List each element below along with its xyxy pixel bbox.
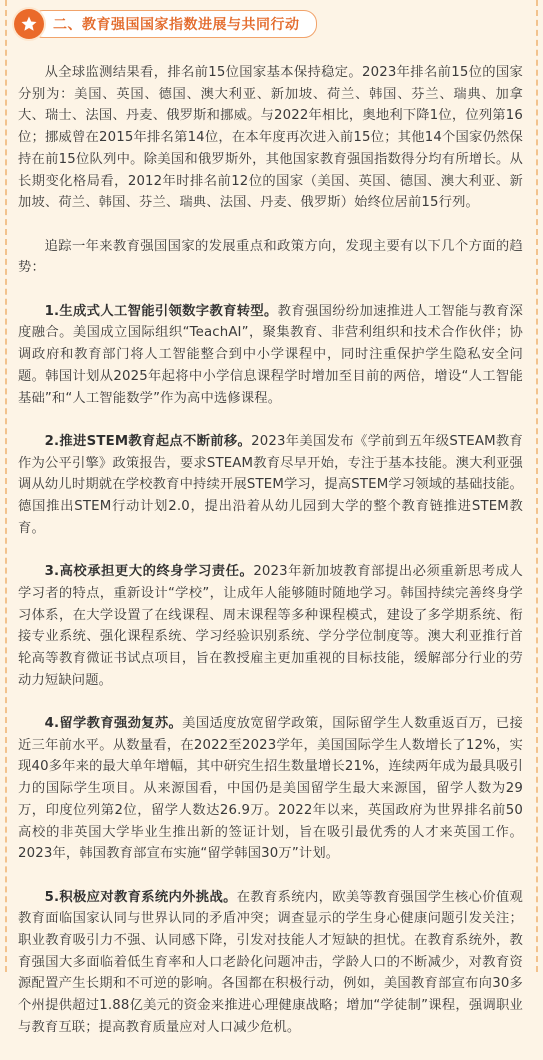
section-title: 二、教育强国国家指数进展与共同行动 (30, 10, 317, 38)
left-dashed-border (5, 0, 7, 972)
trend-heading: 1.生成式人工智能引领数字教育转型。 (44, 303, 278, 319)
trend-heading: 2.推进STEM教育起点不断前移。 (44, 433, 252, 449)
section-header (14, 9, 317, 39)
paragraph-trend-study-abroad: 4.留学教育强劲复苏。美国适度放宽留学政策，国际留学生人数重返百万，已接近三年前水平。从数量看，在2022至2023学年，美国国际学生人数增长了12%，实现40多年来的最大单年增幅，其中研究生招生数量增长21%，连续两年成为最具吸引力的国际学生项目。从来源国看，中国仍是美国留学生最大来源国，留学人数为29万，印度位列第2位，留学人数达26.9万。2022年以来，英国政府为世界排名前50高校的非英国大学毕业生推出新的签证计划，旨在吸引最优秀的人才来英国工作。2023年，韩国教育部宣布实施“留学韩国30万”计划。 (18, 716, 524, 862)
paragraph-trends-intro: 追踪一年来教育强国国家的发展重点和政策方向，发现主要有以下几个方面的趋势： (18, 238, 523, 276)
paragraph-trend-stem: 2.推进STEM教育起点不断前移。2023年美国发布《学前到五年级STEAM教育作为公平引擎》政策报告，要求STEAM教育尽早开始，专注于基本技能。澳大利亚强调从幼儿时期就在学校教育中持续开展STEM学习，提高STEM学习领域的基础技能。德国推出STEM行动计划2.0，提出沿着从幼儿园到大学的整个教育链推进STEM教育。 (18, 433, 523, 536)
paragraph-overview: 从全球监测结果看，排名前15位国家基本保持稳定。2023年排名前15位的国家分别为：美国、英国、德国、澳大利亚、新加坡、荷兰、韩国、芬兰、瑞典、加拿大、瑞士、法国、丹麦、俄罗斯和挪威。与2022年相比，奥地利下降1位，位列第16位；挪威曾在2015年排名第14位，在本年度再次进入前15位；其他14个国家仍然保持在前15位队列中。除美国和俄罗斯外，其他国家教育强国指数得分均有所增长。从长期变化格局看，2012年时排名前12位的国家（美国、英国、德国、澳大利亚、新加坡、荷兰、韩国、芬兰、瑞典、法国、丹麦、俄罗斯）始终位居前15行列。 (18, 65, 523, 211)
paragraph-trend-lifelong: 3.高校承担更大的终身学习责任。2023年新加坡教育部提出必须重新思考成人学习者的特点，重新设计“学校”，让成年人能够随时随地学习。韩国持续完善终身学习体系，在大学设置了在线课程、周末课程等多种课程模式，建设了多学期系统、衔接专业系统、强化课程系统、学习经验识别系统、学分学位制度等。澳大利亚推行首轮高等教育微证书试点项目，旨在教授雇主更加重视的目标技能，缓解部分行业的劳动力短缺问题。 (18, 564, 523, 688)
paragraph-trend-challenges: 5.积极应对教育系统内外挑战。在教育系统内，欧美等教育强国学生核心价值观教育面临国家认同与世界认同的矛盾冲突；调查显示的学生身心健康问题引发关注；职业教育吸引力不强、认同感下降，引发对技能人才短缺的担忧。在教育系统外，教育强国大多面临着低生育率和人口老龄化问题冲击，学龄人口的不断减少，对教育资源配置产生长期和不可逆的影响。各国都在积极行动，例如，美国教育部宣布向30多个州提供超过1.88亿美元的资金来推进心理健康战略；增加“学徒制”课程，强调职业与教育互联；提高教育质量应对人口减少危机。 (18, 889, 523, 1035)
star-icon (14, 9, 44, 39)
article-body (18, 62, 523, 1060)
paragraph-trend-ai: 1.生成式人工智能引领数字教育转型。教育强国纷纷加速推进人工智能与教育深度融合。美国成立国际组织“TeachAI”，聚集教育、非营利组织和技术合作伙伴；协调政府和教育部门将人工智能整合到中小学课程中，同时注重保护学生隐私安全问题。韩国计划从2025年起将中小学信息课程学时增加至目前的两倍，增设“人工智能基础”和“人工智能数学”作为高中选修课程。 (18, 303, 523, 406)
trend-heading: 3.高校承担更大的终身学习责任。 (44, 564, 254, 580)
trend-heading: 4.留学教育强劲复苏。 (44, 716, 183, 732)
trend-heading: 5.积极应对教育系统内外挑战。 (44, 889, 237, 905)
right-dashed-border (536, 0, 538, 972)
